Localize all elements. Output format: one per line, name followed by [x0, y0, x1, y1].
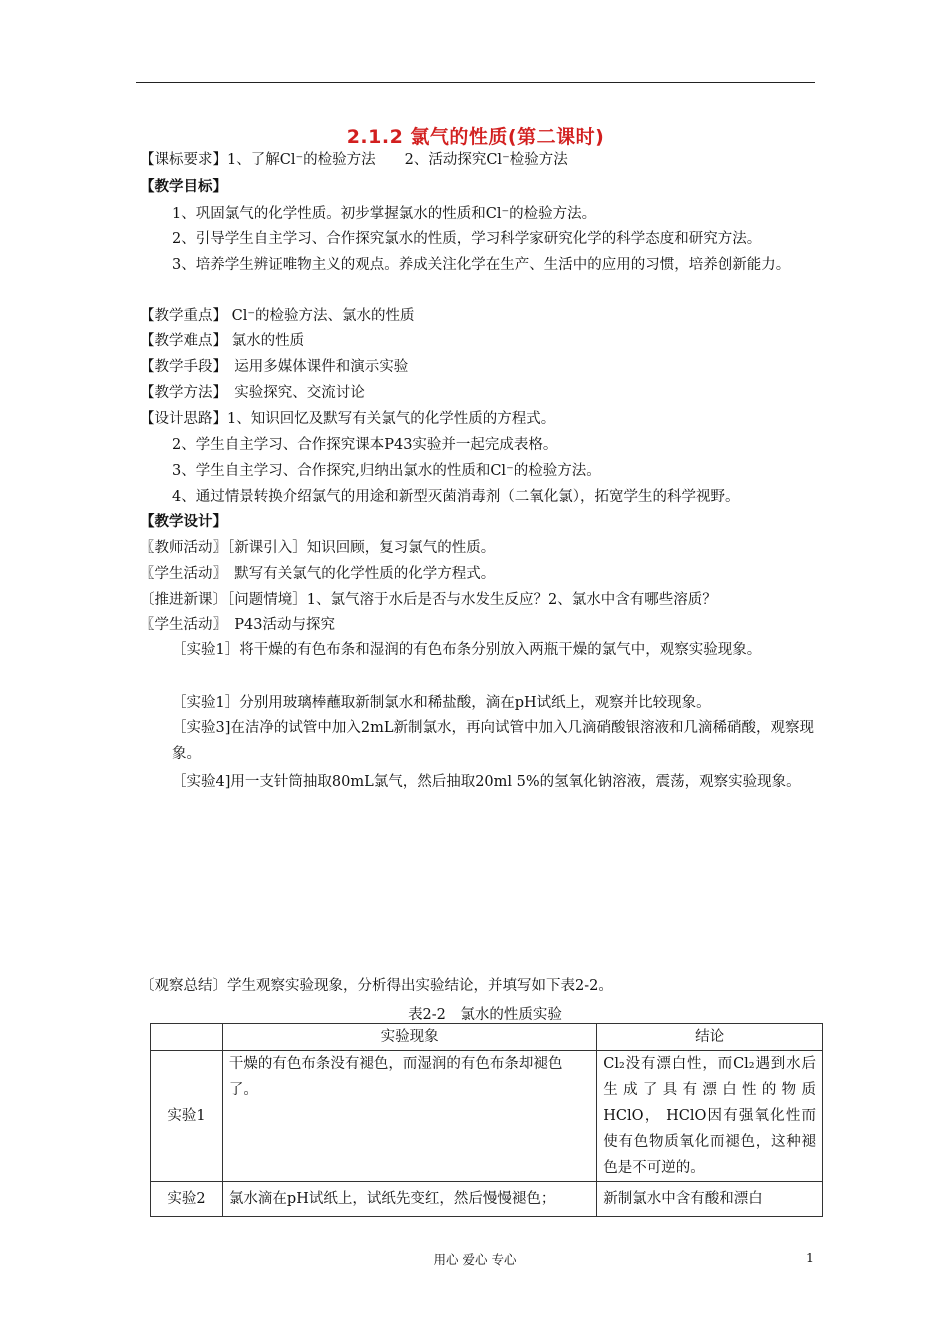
table-header-conclusion: 结论: [597, 1024, 823, 1051]
experiment-2-text: ［实验1］分别用玻璃棒蘸取新制氯水和稀盐酸，滴在pH试纸上，观察并比较现象。: [172, 695, 711, 711]
row-phenomenon: 干燥的有色布条没有褪色，而湿润的有色布条却褪色了。: [222, 1051, 596, 1182]
row-label: 实验1: [151, 1051, 223, 1182]
student-activity-2: 〖学生活动〗 P43活动与探究: [140, 617, 335, 633]
experiment-table: [150, 1023, 823, 1217]
header-rule: [136, 82, 815, 83]
objective-3: 3、培养学生辨证唯物主义的观点。养成关注化学在生产、生活中的应用的习惯，培养创新能力。: [172, 257, 791, 273]
table-row: [151, 1051, 823, 1182]
table-row: [151, 1182, 823, 1217]
curriculum-requirement: 【课标要求】1、了解Cl⁻的检验方法 2、活动探究Cl⁻检验方法: [140, 152, 568, 168]
teaching-difficulty: 【教学难点】 氯水的性质: [140, 333, 305, 349]
design-idea-2: 2、学生自主学习、合作探究课本P43实验并一起完成表格。: [172, 437, 558, 453]
design-idea-3: 3、学生自主学习、合作探究,归纳出氯水的性质和Cl⁻的检验方法。: [172, 463, 601, 479]
section-heading-objectives: 【教学目标】: [140, 178, 227, 195]
table-header-phenomenon: 实验现象: [222, 1024, 596, 1051]
row-conclusion: Cl₂没有漂白性，而Cl₂遇到水后生成了具有漂白性的物质HClO， HClO因有强氧化性而使有色物质氧化而褪色，这种褪色是不可逆的。: [597, 1051, 823, 1182]
teaching-method: 【教学方法】 实验探究、交流讨论: [140, 385, 365, 401]
design-idea-4: 4、通过情景转换介绍氯气的用途和新型灭菌消毒剂（二氧化氯），拓宽学生的科学视野。: [172, 489, 740, 505]
footer-text: 用心 爱心 专心: [433, 1252, 517, 1267]
page-title: 2.1.2 氯气的性质(第二课时): [346, 126, 605, 148]
table-header-blank: [151, 1024, 223, 1051]
new-lesson-question: 〔推进新课〕［问题情境］1、氯气溶于水后是否与水发生反应？2、氯水中含有哪些溶质？: [140, 592, 717, 608]
observation-summary: 〔观察总结〕学生观察实验现象，分析得出实验结论，并填写如下表2-2。: [140, 978, 613, 994]
student-activity-1: 〖学生活动〗 默写有关氯气的化学性质的化学方程式。: [140, 566, 496, 582]
section-heading-design: 【教学设计】: [140, 513, 227, 530]
row-label: 实验2: [151, 1182, 223, 1217]
experiment-3-text: ［实验3]在洁净的试管中加入2mL新制氯水，再向试管中加入几滴硝酸银溶液和几滴稀硝酸，观察现象。: [172, 720, 814, 762]
teaching-focus: 【教学重点】 Cl⁻的检验方法、氯水的性质: [140, 308, 415, 324]
table-caption: 表2-2 氯水的性质实验: [408, 1007, 562, 1023]
objective-2: 2、引导学生自主学习、合作探究氯水的性质，学习科学家研究化学的科学态度和研究方法。: [172, 231, 762, 247]
row-phenomenon: 氯水滴在pH试纸上，试纸先变红，然后慢慢褪色；: [222, 1182, 596, 1217]
teacher-activity: 〖教师活动〗［新课引入］知识回顾，复习氯气的性质。: [140, 540, 496, 556]
experiment-4-text: ［实验4]用一支针筒抽取80mL氯气，然后抽取20ml 5%的氢氧化钠溶液，震荡，观察实验现象。: [172, 774, 801, 790]
design-idea-1: 【设计思路】1、知识回忆及默写有关氯气的化学性质的方程式。: [140, 411, 556, 427]
objective-1: 1、巩固氯气的化学性质。初步掌握氯水的性质和Cl⁻的检验方法。: [172, 206, 597, 222]
teaching-means: 【教学手段】 运用多媒体课件和演示实验: [140, 359, 409, 375]
experiment-1-text: ［实验1］将干燥的有色布条和湿润的有色布条分别放入两瓶干燥的氯气中，观察实验现象。: [172, 642, 762, 658]
page-number: 1: [806, 1250, 814, 1265]
row-conclusion: 新制氯水中含有酸和漂白: [597, 1182, 823, 1217]
table-header-row: [151, 1024, 823, 1051]
